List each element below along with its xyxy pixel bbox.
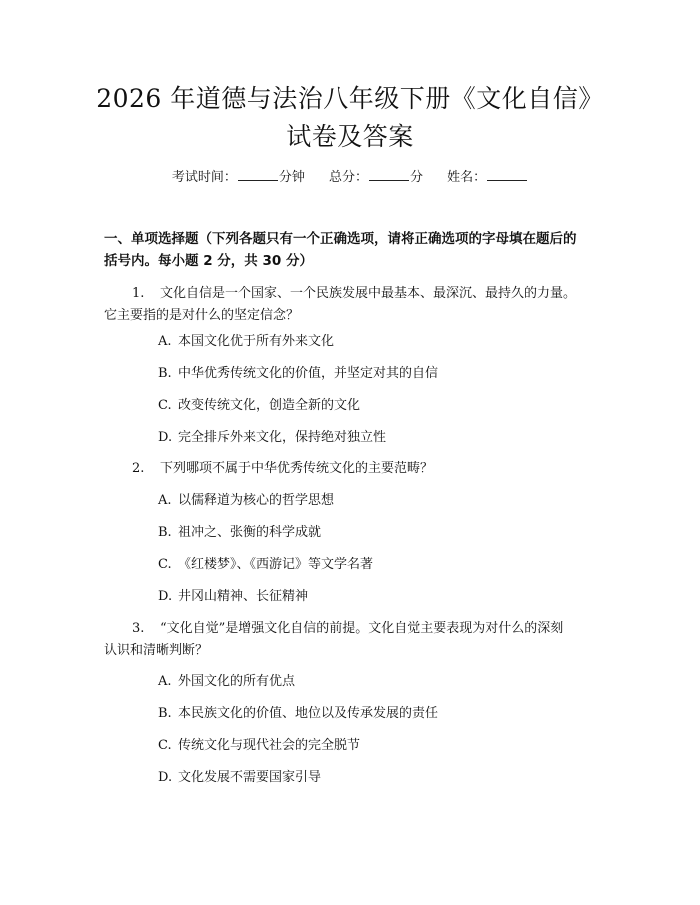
option-text: 传统文化与现代社会的完全脱节 — [178, 738, 361, 753]
question-2-option-b[interactable] — [158, 523, 598, 543]
question-1-option-c[interactable] — [158, 396, 598, 416]
total-score-unit: 分 — [410, 170, 424, 185]
question-1-number: 1. — [132, 286, 145, 301]
section-heading-line-1: 一、单项选择题（下列各题只有一个正确选项，请将正确选项的字母填在题后的 — [104, 231, 577, 247]
question-3-stem — [104, 618, 600, 662]
option-letter: C. — [158, 738, 172, 753]
option-text: 以儒释道为核心的哲学思想 — [178, 493, 335, 508]
option-text: 外国文化的所有优点 — [178, 674, 296, 689]
question-3-stem-line-2: 认识和清晰判断？ — [104, 643, 209, 658]
option-text: 完全排斥外来文化，保持绝对独立性 — [178, 430, 387, 445]
option-letter: B. — [158, 706, 172, 721]
section-heading — [104, 228, 604, 272]
question-1-option-d[interactable] — [158, 428, 598, 448]
student-name-blank[interactable] — [487, 168, 527, 181]
question-1-option-b[interactable] — [158, 364, 598, 384]
student-name-label: 姓名： — [447, 170, 487, 185]
option-letter: D. — [158, 430, 173, 445]
total-score-blank[interactable] — [369, 168, 409, 181]
option-letter: C. — [158, 557, 172, 572]
student-name-field — [447, 168, 528, 188]
question-3-option-d[interactable] — [158, 768, 598, 788]
question-3-option-b[interactable] — [158, 704, 598, 724]
option-letter: A. — [158, 334, 172, 349]
question-3-stem-line-1: “文化自觉”是增强文化自信的前提。文化自觉主要表现为对什么的深刻 — [160, 621, 564, 636]
option-text: 《红楼梦》、《西游记》等文学名著 — [178, 557, 374, 572]
option-letter: B. — [158, 525, 172, 540]
document-title — [0, 80, 700, 156]
option-letter: C. — [158, 398, 172, 413]
exam-time-field — [172, 168, 305, 188]
title-line-1: 2026 年道德与法治八年级下册《文化自信》 — [96, 84, 604, 113]
option-letter: D. — [158, 770, 173, 785]
question-2-option-d[interactable] — [158, 587, 598, 607]
question-3-option-c[interactable] — [158, 736, 598, 756]
option-text: 本国文化优于所有外来文化 — [178, 334, 335, 349]
question-1-stem-line-2: 它主要指的是对什么的坚定信念？ — [104, 308, 300, 323]
question-1-stem-line-1: 文化自信是一个国家、一个民族发展中最基本、最深沉、最持久的力量。 — [160, 286, 577, 301]
exam-time-label: 考试时间： — [171, 170, 237, 185]
option-text: 文化发展不需要国家引导 — [178, 770, 322, 785]
question-3-number: 3. — [132, 621, 145, 636]
total-score-label: 总分： — [328, 170, 368, 185]
exam-time-unit: 分钟 — [278, 170, 305, 185]
option-text: 中华优秀传统文化的价值，并坚定对其的自信 — [178, 366, 439, 381]
question-1-stem — [104, 283, 600, 327]
option-letter: B. — [158, 366, 172, 381]
exam-time-blank[interactable] — [238, 168, 278, 181]
section-heading-line-2: 括号内。每小题 2 分，共 30 分） — [104, 253, 313, 269]
option-text: 祖冲之、张衡的科学成就 — [178, 525, 322, 540]
option-text: 改变传统文化，创造全新的文化 — [178, 398, 361, 413]
question-2-option-a[interactable] — [158, 491, 598, 511]
option-letter: A. — [158, 674, 172, 689]
question-2-stem-line-1: 下列哪项不属于中华优秀传统文化的主要范畴？ — [160, 461, 434, 476]
title-line-2: 试卷及答案 — [286, 122, 414, 151]
total-score-field — [329, 168, 423, 188]
question-2-number: 2. — [132, 461, 145, 476]
question-2-option-c[interactable] — [158, 555, 598, 575]
option-text: 本民族文化的价值、地位以及传承发展的责任 — [178, 706, 439, 721]
option-letter: A. — [158, 493, 172, 508]
question-3-option-a[interactable] — [158, 672, 598, 692]
exam-meta-row — [0, 168, 700, 188]
option-letter: D. — [158, 589, 173, 604]
question-1-option-a[interactable] — [158, 332, 598, 352]
option-text: 井冈山精神、长征精神 — [178, 589, 309, 604]
question-2-stem — [104, 458, 600, 480]
